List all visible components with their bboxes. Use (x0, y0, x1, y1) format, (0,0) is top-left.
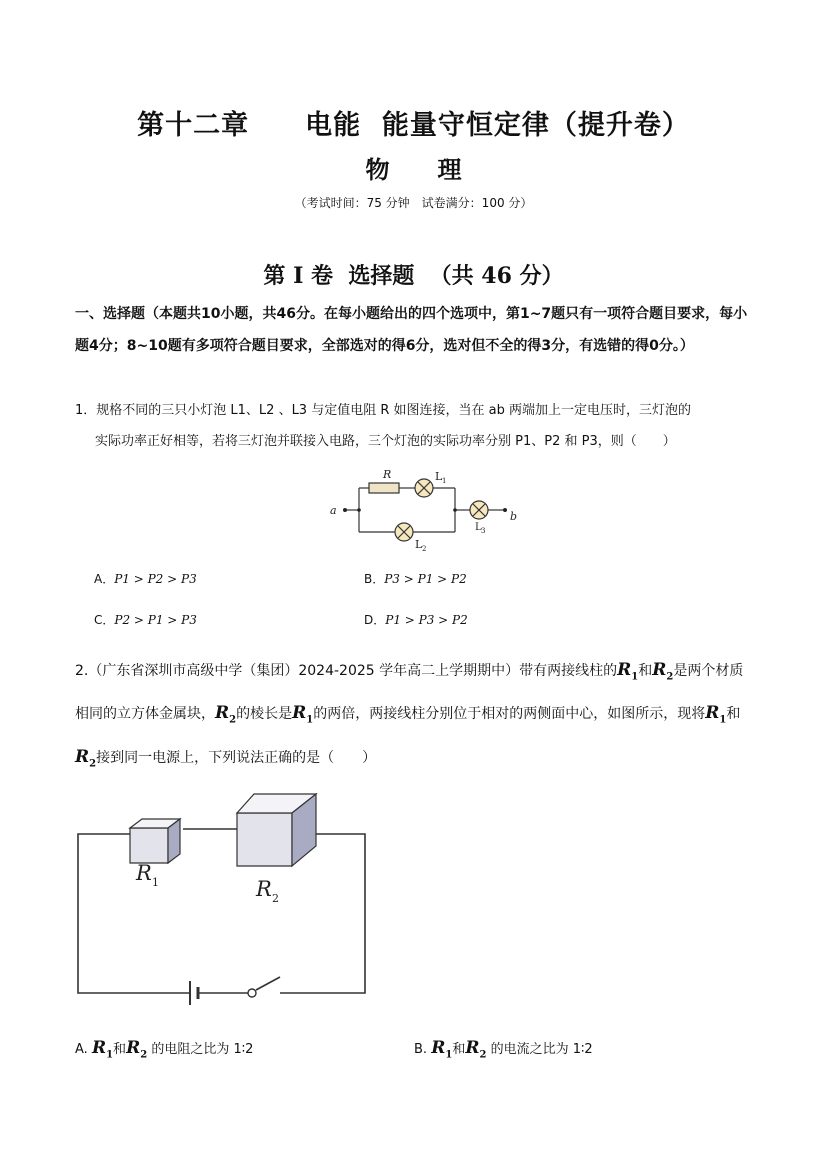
cube-r2 (237, 794, 316, 866)
q2-source: （广东省深圳市高级中学（集团）2024-2025 学年高二上学期期中） (88, 663, 520, 679)
q2-option-b-letter: B. (414, 1042, 428, 1057)
q1-option-b-text: P3 > P1 > P2 (384, 572, 467, 586)
junction-left (357, 508, 361, 512)
q2-option-a-letter: A. (75, 1042, 88, 1057)
r2-symbol: $R_2$ (465, 1038, 487, 1061)
q1-option-b[interactable] (364, 570, 467, 587)
q2-and: 和 (452, 1042, 466, 1057)
q2-option-b-text: 的电流之比为 1∶2 (490, 1042, 593, 1057)
switch-lever (256, 977, 280, 990)
label-a: a (330, 504, 337, 517)
q1-option-a[interactable] (94, 570, 197, 587)
label-l3-sub: 3 (481, 527, 486, 535)
label-l3: L (475, 522, 482, 533)
r1-symbol: $R_1$ (705, 703, 727, 726)
figure-label-r1-sub: 1 (152, 876, 159, 889)
r1-symbol: $R_1$ (91, 1038, 114, 1061)
label-l2-sub: 2 (422, 545, 427, 553)
r1-symbol: $R_1$ (292, 703, 314, 726)
q1-option-c-text: P2 > P1 > P3 (114, 613, 197, 627)
q1-option-b-letter: B． (364, 572, 385, 586)
label-b: b (510, 510, 518, 523)
question-2-circuit-figure (70, 788, 380, 1010)
switch-pivot-icon (248, 989, 256, 997)
junction-right (453, 508, 457, 512)
q2-and: 和 (638, 663, 653, 679)
question-1-line-2: 实际功率正好相等，若将三灯泡并联接入电路，三个灯泡的实际功率分别 P1、P2 和 P3，则（ ） (95, 434, 676, 449)
r1-symbol: $R_1$ (617, 660, 639, 683)
terminal-b (503, 508, 507, 512)
q2-text-e: 接到同一电源上，下列说法正确的是（ ） (96, 749, 377, 766)
figure-label-r1: R (136, 861, 152, 885)
r2-symbol: $R_2$ (126, 1038, 148, 1061)
q2-option-a-text: 的电阻之比为 1∶2 (151, 1042, 254, 1057)
q1-option-d-text: P1 > P3 > P2 (385, 613, 468, 627)
q2-and: 和 (726, 706, 741, 723)
cube-r1 (130, 819, 180, 863)
q2-option-b[interactable] (414, 1038, 593, 1060)
r2-symbol: $R_2$ (215, 703, 237, 726)
r1-symbol: $R_1$ (431, 1038, 453, 1061)
figure-label-r2-sub: 2 (272, 892, 279, 905)
question-1-line-1: 1．规格不同的三只小灯泡 L1、L2 、L3 与定值电阻 R 如图连接，当在 ab 两端加上一定电压时，三灯泡的 (75, 403, 691, 418)
label-l1-sub: 1 (442, 477, 447, 485)
q1-option-a-text: P1 > P2 > P3 (114, 572, 197, 586)
exam-info: （考试时间：75 分钟 试卷满分：100 分） (294, 196, 533, 210)
subject-title: 物 理 (365, 155, 462, 184)
q2-option-a[interactable] (75, 1038, 253, 1060)
r2-symbol: $R_2$ (75, 746, 97, 770)
q1-option-d[interactable] (364, 611, 468, 628)
terminal-a (343, 508, 347, 512)
q2-prefix: 2. (75, 663, 89, 679)
label-r: R (383, 468, 392, 481)
section-instructions: 一、选择题（本题共10小题，共46分。在每小题给出的四个选项中，第1~7题只有一项符合题目要求，每小题4分；8~10题有多项符合题目要求，全部选对的得6分，选对但不全的得3分，有选错的得0分。） (75, 306, 748, 354)
chapter-title: 第十二章 电能 能量守恒定律（提升卷） (137, 110, 690, 141)
q2-text-c: 的棱长是 (236, 706, 293, 723)
question-2-stem (75, 652, 755, 782)
q2-text-d: 的两倍，两接线柱分别位于相对的两侧面中心，如图所示，现将 (313, 706, 706, 723)
q2-text-a: 带有两接线柱的 (519, 663, 618, 679)
resistor-r (369, 483, 399, 493)
r2-symbol: $R_2$ (652, 660, 674, 683)
q1-option-a-letter: A． (94, 572, 115, 586)
figure-label-r2: R (256, 877, 272, 901)
q1-option-d-letter: D． (364, 613, 386, 627)
label-l1: L (435, 470, 443, 483)
section-title: 第 I 卷 选择题 （共 46 分） (263, 263, 564, 289)
q1-option-c[interactable] (94, 611, 197, 628)
label-l2: L (415, 538, 423, 551)
question-1-stem (75, 395, 755, 457)
question-1-circuit-diagram (325, 462, 525, 554)
q2-and: 和 (113, 1042, 127, 1057)
q1-option-c-letter: C． (94, 613, 115, 627)
q2-text-b: 是两个材质相同的立方体金属块， (75, 663, 744, 723)
